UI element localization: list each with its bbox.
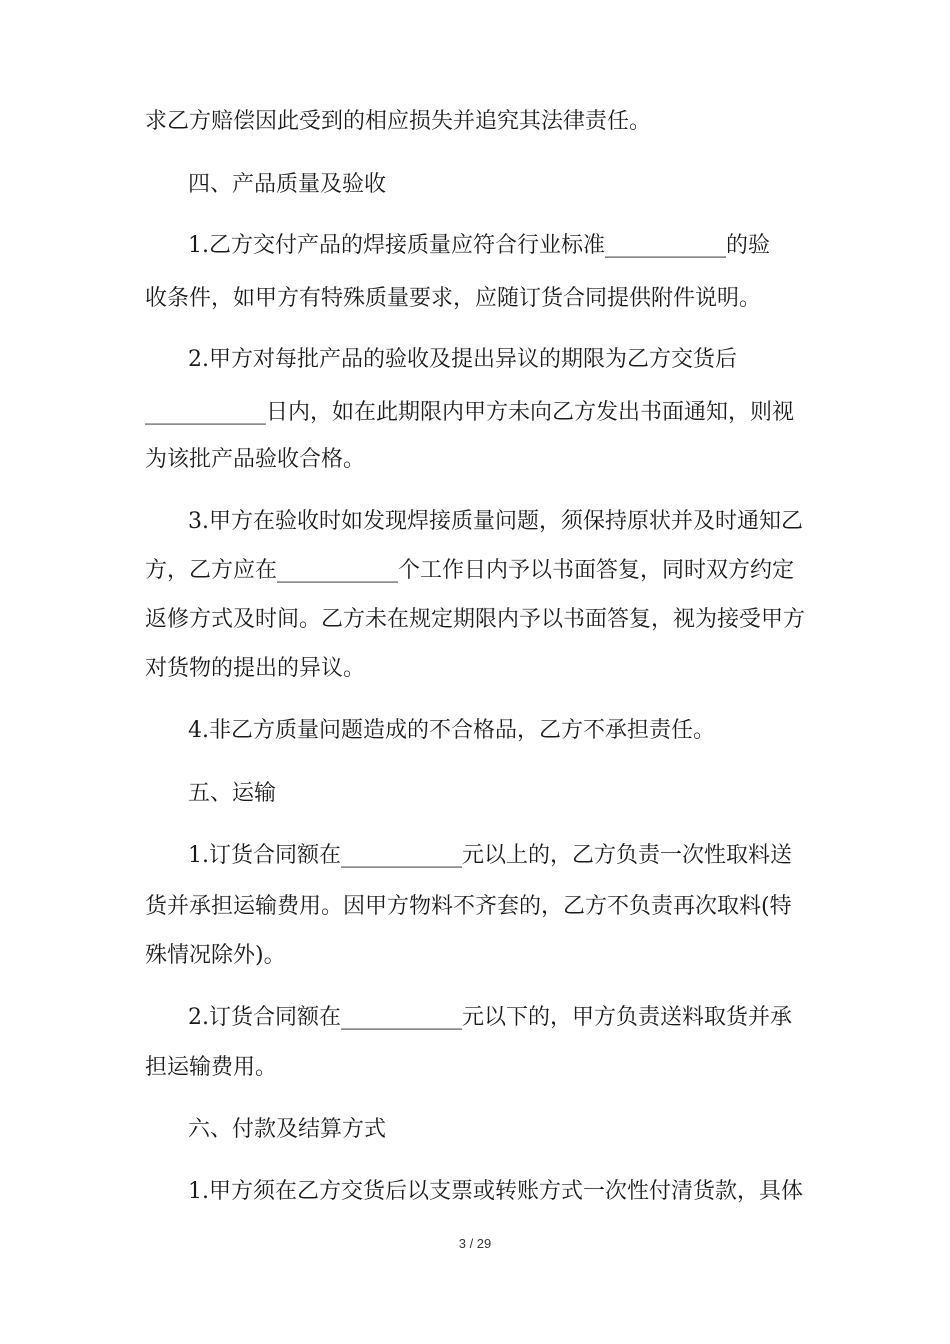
text-line: 1.乙方交付产品的焊接质量应符合行业标准___________的验 <box>188 233 770 258</box>
text-line: 担运输费用。 <box>145 1055 278 1080</box>
text-line: 4.非乙方质量问题造成的不合格品，乙方不承担责任。 <box>188 718 715 743</box>
text-line: 2.甲方对每批产品的验收及提出异议的期限为乙方交货后 <box>188 347 737 372</box>
text-line: 1.订货合同额在___________元以上的，乙方负责一次性取料送 <box>188 843 792 868</box>
section-heading: 四、产品质量及验收 <box>188 172 387 197</box>
text-line: 方，乙方应在___________个工作日内予以书面答复，同时双方约定 <box>145 558 795 583</box>
text-line: 货并承担运输费用。因甲方物料不齐套的，乙方不负责再次取料(特 <box>145 894 792 919</box>
text-line: 对货物的提出的异议。 <box>145 656 366 681</box>
text-line: 收条件，如甲方有特殊质量要求，应随订货合同提供附件说明。 <box>145 286 762 311</box>
text-line: 殊情况除外)。 <box>145 943 286 968</box>
text-line: 求乙方赔偿因此受到的相应损失并追究其法律责任。 <box>145 109 652 134</box>
text-line: ___________日内，如在此期限内甲方未向乙方发出书面通知，则视 <box>145 400 795 425</box>
text-line: 1.甲方须在乙方交货后以支票或转账方式一次性付清货款，具体 <box>188 1179 803 1204</box>
section-heading: 五、运输 <box>188 781 277 806</box>
section-heading: 六、付款及结算方式 <box>188 1117 387 1142</box>
page-number: 3 / 29 <box>458 1236 492 1251</box>
text-line: 为该批产品验收合格。 <box>145 447 366 472</box>
text-line: 2.订货合同额在___________元以下的，甲方负责送料取货并承 <box>188 1005 792 1030</box>
text-line: 3.甲方在验收时如发现焊接质量问题，须保持原状并及时通知乙 <box>188 509 803 534</box>
text-line: 返修方式及时间。乙方未在规定期限内予以书面答复，视为接受甲方 <box>145 607 806 632</box>
